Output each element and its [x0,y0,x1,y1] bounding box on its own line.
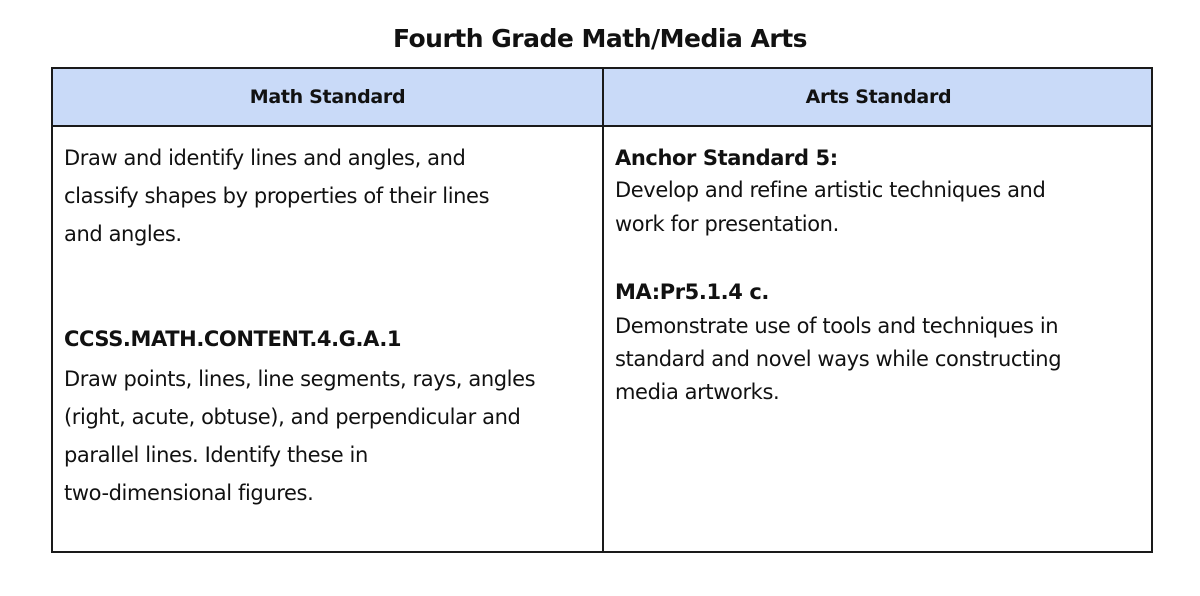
math-intro-line: classify shapes by properties of their lines [64,184,490,208]
header-arts-standard: Arts Standard [805,86,952,108]
arts-standard-code: MA:Pr5.1.4 c. [615,280,770,304]
math-intro-line: and angles. [64,222,182,246]
arts-anchor-line: work for presentation. [615,212,839,236]
arts-detail-line: media artworks. [615,380,780,404]
math-detail-line: (right, acute, obtuse), and perpendicular and [64,405,521,429]
header-math-standard: Math Standard [249,86,406,108]
page-title: Fourth Grade Math/Media Arts [392,24,808,53]
math-detail-line: two-dimensional figures. [64,481,314,505]
math-detail-line: Draw points, lines, line segments, rays, angles [64,367,536,391]
arts-anchor-line: Develop and refine artistic techniques and [615,178,1046,202]
arts-anchor-title: Anchor Standard 5: [615,146,838,170]
column-divider [602,69,604,551]
math-intro-line: Draw and identify lines and angles, and [64,146,466,170]
math-standard-code: CCSS.MATH.CONTENT.4.G.A.1 [64,327,402,351]
arts-detail-line: standard and novel ways while constructing [615,347,1062,371]
standards-table [51,67,1153,553]
arts-detail-line: Demonstrate use of tools and techniques in [615,314,1059,338]
math-detail-line: parallel lines. Identify these in [64,443,368,467]
